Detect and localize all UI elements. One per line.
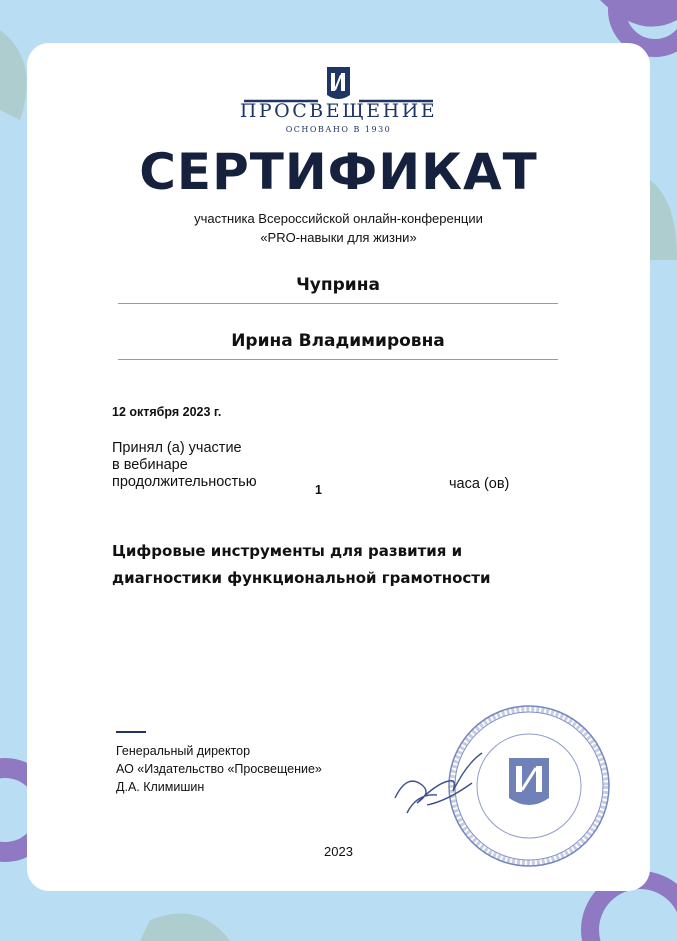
subtitle-line-1: участника Всероссийской онлайн-конференции [194,211,483,226]
signer-block [116,742,322,796]
certificate-subtitle [27,209,650,247]
certificate-year: 2023 [324,844,353,859]
event-date: 12 октября 2023 г. [112,405,222,419]
subtitle-line-2: «PRO-навыки для жизни» [260,230,417,245]
hours-value: 1 [315,483,322,497]
signer-name: Д.А. Климишин [116,780,205,794]
publisher-name: ПРОСВЕЩЕНИЕ [239,100,438,122]
certificate-title: СЕРТИФИКАТ [139,143,538,201]
webinar-topic [112,538,552,592]
signer-position: Генеральный директор [116,744,251,758]
participation-line-2: в вебинаре [112,457,188,473]
first-middle-name: Ирина Владимировна [118,331,558,360]
participation-line-1: Принял (а) участие [112,440,242,456]
publisher-founded: ОСНОВАНО В 1930 [285,125,392,134]
last-name: Чуприна [118,275,558,304]
topic-line-1: Цифровые инструменты для развития и [112,542,463,560]
handwritten-signature [387,743,497,823]
participation-text [112,440,257,491]
hours-unit: часа (ов) [449,476,510,492]
participation-line-3: продолжительностью [112,474,257,490]
signer-organization: АО «Издательство «Просвещение» [116,762,322,776]
signature-dash [116,731,146,733]
certificate-card [27,43,650,891]
topic-line-2: диагностики функциональной грамотности [112,569,491,587]
